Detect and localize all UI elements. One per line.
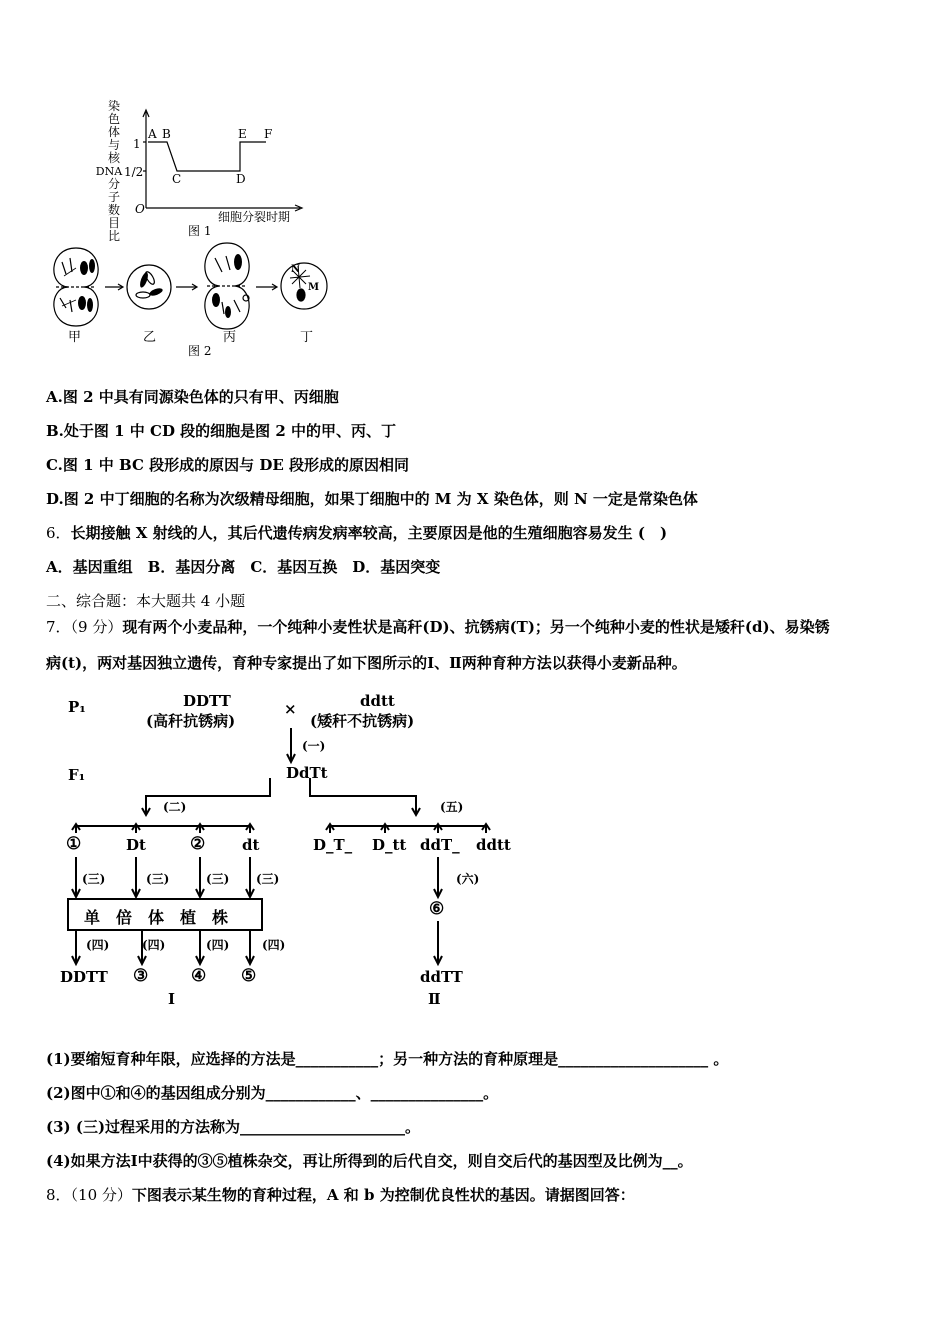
option-text: 图 2 中丁细胞的名称为次级精母细胞，如果丁细胞中的 M 为 X 染色体，则 N 一定是常染色体 (63, 490, 698, 508)
option-key: A. (46, 388, 63, 406)
ylabel-char: 色 (107, 112, 120, 126)
step-4-label: (四) (142, 938, 166, 952)
p1-label: P₁ (68, 698, 86, 716)
point-a: A (148, 127, 157, 141)
step-6-label: (六) (456, 872, 480, 886)
step-4-label: (四) (86, 938, 110, 952)
q5-option-d (46, 488, 698, 509)
cell-label-bing: 丙 (223, 330, 237, 345)
point-c: C (172, 172, 182, 186)
point-f: F (264, 127, 273, 141)
question-number: 6． (46, 524, 71, 542)
circle-6: ⑥ (429, 899, 445, 919)
option-key: C. (46, 456, 63, 474)
result-3: ③ (133, 966, 149, 986)
ylabel-char: 子 (107, 190, 120, 204)
result-5: ⑤ (241, 966, 257, 986)
ylabel-char: 目 (107, 216, 120, 230)
origin-label: O (135, 202, 145, 216)
q6-stem (46, 522, 667, 543)
cell-label-yi: 乙 (143, 330, 157, 345)
q6-options: A．基因重组 B．基因分离 C．基因互换 D．基因突变 (46, 558, 441, 576)
step-2-label: (二) (163, 800, 187, 814)
ylabel-char: 核 (107, 151, 120, 165)
type-d-tt: D_tt (372, 836, 407, 854)
point-e: E (238, 127, 247, 141)
ylabel-char: 分 (107, 177, 120, 191)
q7-sub-1: (1)要缩短育种年限，应选择的方法是___________；另一种方法的育种原理是____________________ 。 (46, 1050, 729, 1068)
question-text: 下图表示某生物的育种过程，A 和 b 为控制优良性状的基因。请据图回答： (131, 1186, 635, 1204)
method-2-label: Ⅱ (428, 990, 441, 1008)
f1-label: F₁ (68, 766, 86, 784)
cell-label-ding: 丁 (300, 330, 314, 345)
q5-option-a (46, 386, 339, 407)
q7-sub-2: (2)图中①和④的基因组成分别为____________、_______________。 (46, 1084, 499, 1102)
ylabel-char: 数 (107, 203, 120, 217)
question-number: 8． (46, 1186, 71, 1204)
ylabel-char: DNA (95, 165, 123, 178)
result-4: ④ (191, 966, 207, 986)
question-score: （9 分） (70, 618, 123, 636)
point-b: B (162, 127, 171, 141)
cell-ding (281, 263, 327, 309)
ylabel-char: 染 (107, 99, 120, 113)
step-3-label: (三) (206, 872, 230, 886)
question-score: （10 分） (70, 1186, 132, 1204)
gamete-2: ② (190, 834, 206, 854)
step-1-label: (一) (302, 739, 326, 753)
gamete-dt-upper: Dt (126, 836, 146, 854)
cell-jia (54, 248, 98, 326)
figure-1-graph (143, 110, 302, 211)
step-4-label: (四) (206, 938, 230, 952)
type-ddtt: ddtt (476, 836, 511, 854)
parent2-description: (矮秆不抗锈病) (310, 712, 415, 730)
parent1-description: (高秆抗锈病) (146, 712, 236, 730)
ylabel-char: 与 (107, 138, 120, 152)
result-ddtt-homo: DDTT (60, 968, 108, 986)
type-dd-t: ddT_ (420, 836, 460, 854)
figure-2-caption: 图 2 (188, 344, 212, 358)
figure-1-caption: 图 1 (188, 224, 212, 238)
ylabel-char: 比 (107, 229, 120, 243)
option-text: 处于图 1 中 CD 段的细胞是图 2 中的甲、丙、丁 (63, 422, 397, 440)
point-d: D (236, 172, 246, 186)
section-2-heading: 二、综合题：本大题共 4 小题 (46, 592, 246, 610)
haploid-box-label: 单 倍 体 植 株 (84, 908, 229, 927)
parent2-genotype: ddtt (360, 692, 395, 710)
step-3-label: (三) (256, 872, 280, 886)
result-ddTT: ddTT (420, 968, 463, 986)
option-key: D. (46, 490, 64, 508)
question-text: 现有两个小麦品种，一个纯种小麦性状是高秆(D)、抗锈病(T)；另一个纯种小麦的性状是矮秆(d)、易染锈 (122, 618, 830, 636)
method-1-label: Ⅰ (168, 990, 176, 1008)
x-axis-label: 细胞分裂时期 (218, 210, 291, 224)
step-3-label: (三) (146, 872, 170, 886)
cell-yi (127, 265, 171, 309)
tick-1: 1 (133, 137, 141, 151)
ylabel-char: 体 (107, 125, 120, 139)
gamete-dt-lower: dt (242, 836, 260, 854)
chrom-label-n: N (291, 264, 301, 275)
question-text: 长期接触 X 射线的人，其后代遗传病发病率较高，主要原因是他的生殖细胞容易发生 ( ) (70, 524, 668, 542)
option-text: 图 1 中 BC 段形成的原因与 DE 段形成的原因相同 (62, 456, 410, 474)
ratio-curve (148, 142, 266, 171)
q7-stem-line2: 病(t)，两对基因独立遗传，育种专家提出了如下图所示的Ⅰ、Ⅱ两种育种方法以获得小麦新品种。 (46, 654, 687, 672)
tick-half: 1/2 (124, 165, 144, 179)
parent1-genotype: DDTT (183, 692, 231, 710)
question-number: 7． (46, 618, 71, 636)
option-key: B. (46, 422, 64, 440)
step-5-label: (五) (440, 800, 464, 814)
cross-symbol: × (284, 700, 297, 718)
option-text: 图 2 中具有同源染色体的只有甲、丙细胞 (62, 388, 339, 406)
f1-genotype: DdTt (286, 764, 328, 782)
cell-bing (205, 243, 249, 329)
q5-option-b (46, 420, 396, 441)
q7-sub-3: (3) (三)过程采用的方法称为______________________。 (46, 1118, 421, 1136)
cell-label-jia: 甲 (68, 330, 82, 345)
q7-sub-4: (4)如果方法Ⅰ中获得的③⑤植株杂交，再让所得到的后代自交，则自交后代的基因型及比例为__。 (46, 1152, 693, 1170)
q8-stem (46, 1184, 635, 1205)
chrom-label-m: M (308, 282, 320, 293)
type-d-t: D_T_ (313, 836, 353, 854)
step-4-label: (四) (262, 938, 286, 952)
q5-option-c (46, 454, 409, 475)
gamete-1: ① (66, 834, 82, 854)
step-3-label: (三) (82, 872, 106, 886)
q7-stem-line1 (46, 616, 830, 637)
